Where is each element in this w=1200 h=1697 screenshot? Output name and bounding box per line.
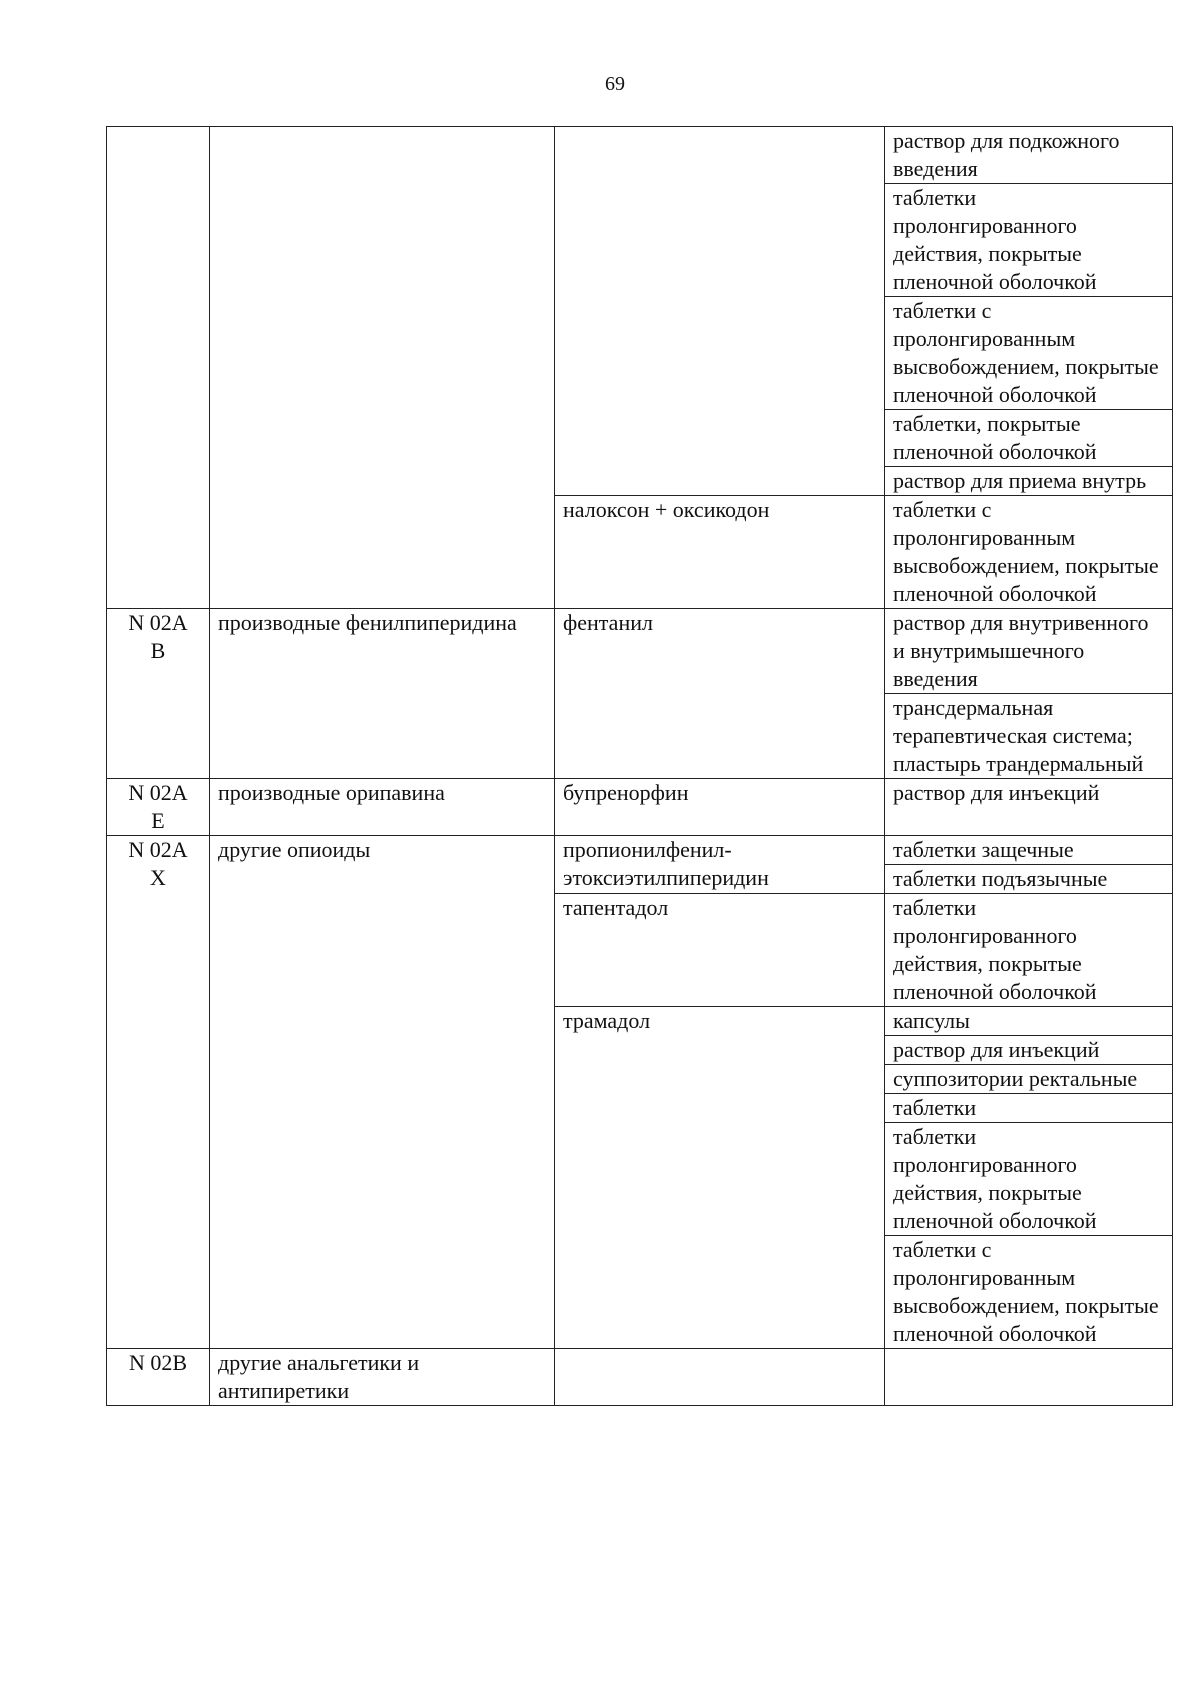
drug-name: бупренорфин xyxy=(555,779,885,836)
table-body xyxy=(107,127,1173,1406)
drug-name: тапентадол xyxy=(555,894,885,1007)
dosage-form: раствор для подкожного введения xyxy=(885,127,1173,184)
atc-code-cell xyxy=(107,127,210,609)
drug-name: налоксон + оксикодон xyxy=(555,496,885,609)
atc-code: N 02A E xyxy=(128,780,188,833)
page-number: 69 xyxy=(605,73,625,95)
dosage-form: раствор для инъекций xyxy=(885,779,1173,836)
dosage-form: таблетки пролонгированного действия, покрытые пленочной оболочкой xyxy=(885,184,1173,297)
dosage-form: таблетки с пролонгированным высвобождением, покрытые пленочной оболочкой xyxy=(885,297,1173,410)
table-row xyxy=(107,779,1173,836)
dosage-form: раствор для приема внутрь xyxy=(885,467,1173,496)
atc-code: N 02A X xyxy=(128,837,188,890)
pharmacological-group: другие опиоиды xyxy=(210,836,555,1349)
dosage-form: таблетки xyxy=(885,1094,1173,1123)
pharmacological-group: другие анальгетики и антипиретики xyxy=(210,1349,555,1406)
dosage-form: трансдермальная терапевтическая система; пластырь трандермальный xyxy=(885,694,1173,779)
dosage-form: таблетки, покрытые пленочной оболочкой xyxy=(885,410,1173,467)
drug-name xyxy=(555,1349,885,1406)
dosage-form: суппозитории ректальные xyxy=(885,1065,1173,1094)
atc-code-cell xyxy=(107,1349,210,1406)
pharmacological-group: производные орипавина xyxy=(210,779,555,836)
dosage-form: таблетки с пролонгированным высвобождением, покрытые пленочной оболочкой xyxy=(885,1236,1173,1349)
dosage-form: таблетки с пролонгированным высвобождением, покрытые пленочной оболочкой xyxy=(885,496,1173,609)
drug-name: пропионилфенил-этоксиэтилпиперидин xyxy=(555,836,885,894)
atc-code-cell xyxy=(107,836,210,1349)
dosage-form: таблетки пролонгированного действия, покрытые пленочной оболочкой xyxy=(885,894,1173,1007)
dosage-form: раствор для внутривенного и внутримышечного введения xyxy=(885,609,1173,694)
atc-code: N 02A B xyxy=(128,610,188,663)
pharmacological-group: производные фенилпиперидина xyxy=(210,609,555,779)
table-row xyxy=(107,1349,1173,1406)
drug-name xyxy=(555,127,885,496)
medication-table xyxy=(106,126,1173,1406)
dosage-form: таблетки пролонгированного действия, покрытые пленочной оболочкой xyxy=(885,1123,1173,1236)
table-row xyxy=(107,836,1173,865)
dosage-form: таблетки подъязычные xyxy=(885,865,1173,894)
pharmacological-group xyxy=(210,127,555,609)
drug-name: трамадол xyxy=(555,1007,885,1349)
drug-name: фентанил xyxy=(555,609,885,779)
table-row xyxy=(107,127,1173,184)
dosage-form: капсулы xyxy=(885,1007,1173,1036)
atc-code: N 02B xyxy=(128,1350,188,1375)
dosage-form xyxy=(885,1349,1173,1406)
table-row xyxy=(107,609,1173,694)
atc-code-cell xyxy=(107,779,210,836)
dosage-form: таблетки защечные xyxy=(885,836,1173,865)
dosage-form: раствор для инъекций xyxy=(885,1036,1173,1065)
atc-code-cell xyxy=(107,609,210,779)
